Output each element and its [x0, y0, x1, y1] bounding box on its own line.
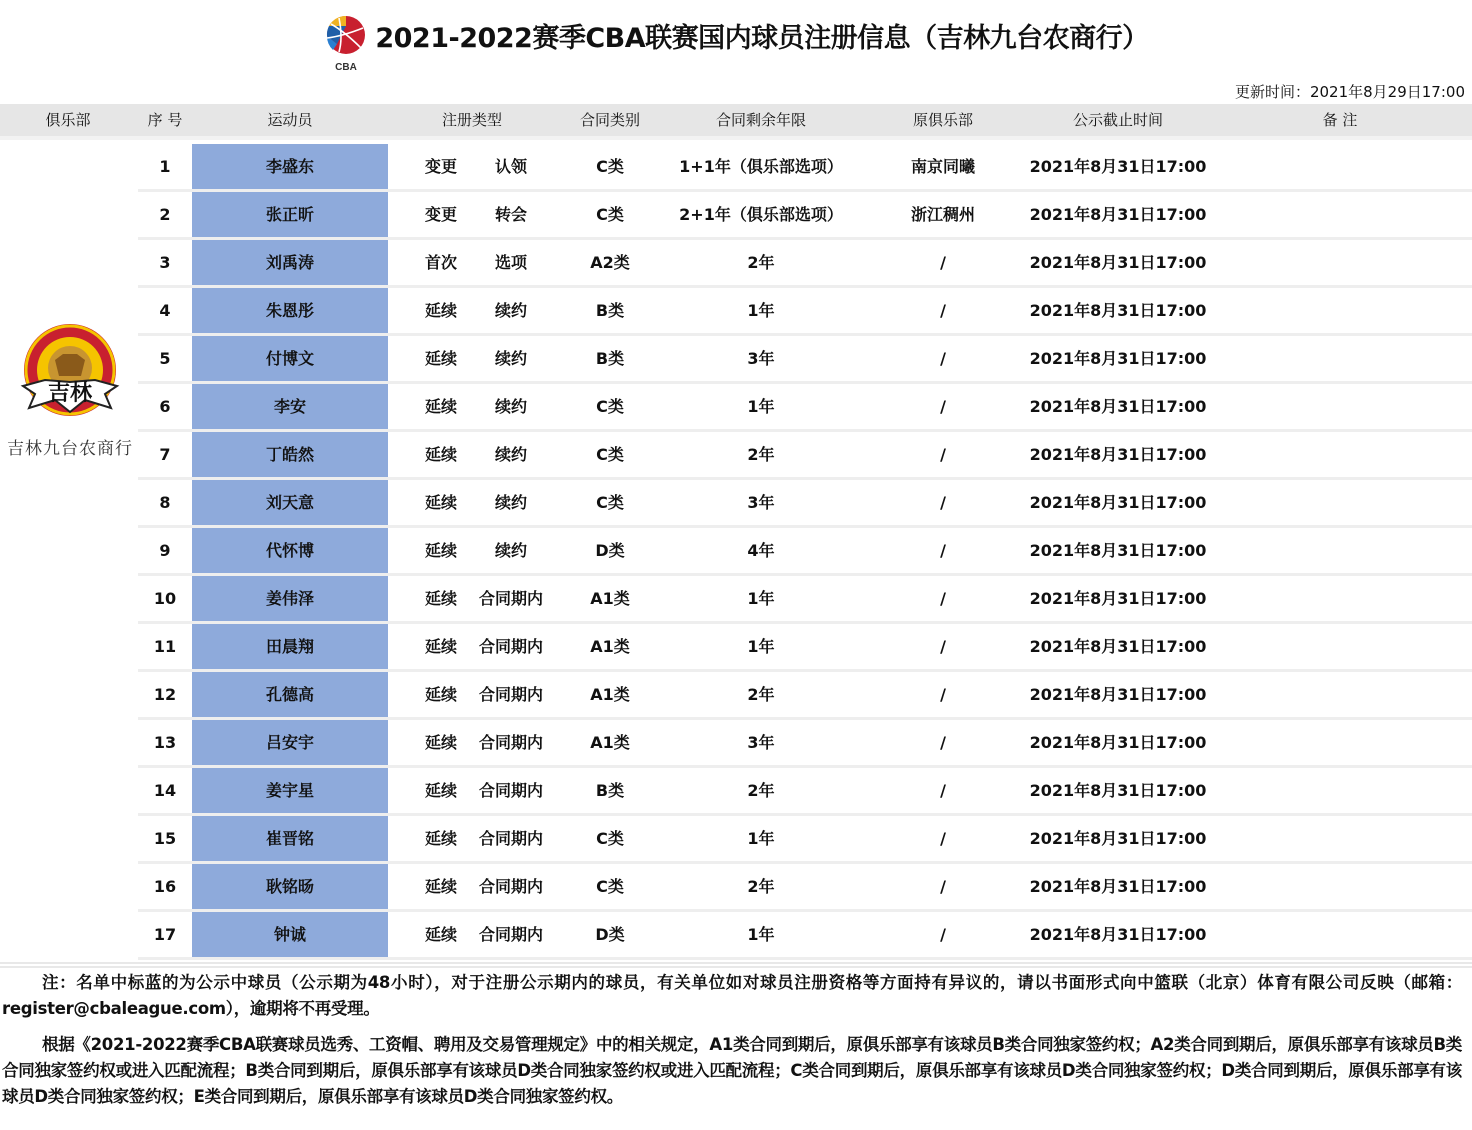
reg-type-secondary: 续约: [494, 541, 527, 560]
deadline: 2021年8月31日17:00: [1029, 157, 1207, 176]
reg-type-secondary: 续约: [494, 349, 527, 368]
reg-type-primary: 变更: [424, 157, 457, 176]
years-left: 1年: [747, 925, 775, 944]
contract-type: B类: [595, 349, 625, 368]
original-club: /: [940, 301, 946, 320]
reg-type-primary: 延续: [424, 445, 457, 464]
table-row: [138, 672, 1472, 720]
deadline: 2021年8月31日17:00: [1029, 349, 1207, 368]
player-name: 朱恩彤: [192, 288, 388, 333]
reg-type-secondary: 合同期内: [478, 685, 543, 704]
deadline: 2021年8月31日17:00: [1029, 205, 1207, 224]
remark: [1238, 720, 1472, 765]
reg-type-primary: 延续: [424, 781, 457, 800]
reg-type-primary: 延续: [424, 877, 457, 896]
column-header-club: 俱乐部: [45, 111, 91, 129]
player-name: 姜宇星: [192, 768, 388, 813]
update-time: 更新时间：2021年8月29日17:00: [1234, 83, 1465, 101]
deadline: 2021年8月31日17:00: [1029, 637, 1207, 656]
row-number: 17: [153, 925, 177, 944]
years-left: 3年: [747, 349, 775, 368]
original-club: /: [940, 397, 946, 416]
reg-type-primary: 首次: [424, 253, 457, 272]
reg-type-secondary: 续约: [494, 493, 527, 512]
remark: [1238, 672, 1472, 717]
remark: [1238, 528, 1472, 573]
player-name: 孔德高: [192, 672, 388, 717]
table-row: [138, 816, 1472, 864]
column-header-num: 序 号: [147, 111, 183, 129]
reg-type-secondary: 续约: [494, 301, 527, 320]
row-number: 15: [153, 829, 177, 848]
deadline: 2021年8月31日17:00: [1029, 877, 1207, 896]
years-left: 1年: [747, 301, 775, 320]
contract-type: C类: [596, 877, 624, 896]
table-row: [138, 288, 1472, 336]
deadline: 2021年8月31日17:00: [1029, 925, 1207, 944]
original-club: /: [940, 781, 946, 800]
player-name: 刘禹涛: [192, 240, 388, 285]
note-contract-rules: 根据《2021-2022赛季CBA联赛球员选秀、工资帽、聘用及交易管理规定》中的相关规定，A1类合同到期后，原俱乐部享有该球员B类合同独家签约权；A2类合同到期后，原俱乐部享有该球员B类合同独家签约权或进入匹配流程；B类合同到期后，原俱乐部享有该球员D类合同独家签约权或进入匹配流程；C类合同到期后，原俱乐部享有该球员D类合同独家签约权；D类合同到期后，原俱乐部享有该球员D类合同独家签约权；E类合同到期后，原俱乐部享有该球员D类合同独家签约权。: [2, 1035, 1462, 1106]
remark: [1238, 624, 1472, 669]
column-header-orig-club: 原俱乐部: [912, 111, 973, 129]
original-club: /: [940, 877, 946, 896]
deadline: 2021年8月31日17:00: [1029, 733, 1207, 752]
player-name: 钟诚: [192, 912, 388, 957]
remark: [1238, 768, 1472, 813]
reg-type-primary: 延续: [424, 925, 457, 944]
deadline: 2021年8月31日17:00: [1029, 541, 1207, 560]
contract-type: A1类: [590, 733, 630, 752]
row-number: 6: [159, 397, 171, 416]
table-header: [0, 104, 1472, 140]
reg-type-secondary: 合同期内: [478, 733, 543, 752]
deadline: 2021年8月31日17:00: [1029, 781, 1207, 800]
player-name: 付博文: [192, 336, 388, 381]
reg-type-primary: 延续: [424, 637, 457, 656]
row-number: 11: [153, 637, 177, 656]
svg-text:吉林: 吉林: [47, 381, 93, 406]
reg-type-primary: 延续: [424, 829, 457, 848]
contract-type: A1类: [590, 589, 630, 608]
remark: [1238, 816, 1472, 861]
deadline: 2021年8月31日17:00: [1029, 445, 1207, 464]
club-cell: [0, 320, 140, 459]
years-left: 1年: [747, 829, 775, 848]
years-left: 3年: [747, 733, 775, 752]
table-row: [138, 624, 1472, 672]
years-left: 2年: [747, 685, 775, 704]
player-name: 吕安宇: [192, 720, 388, 765]
row-number: 8: [159, 493, 171, 512]
original-club: 浙江稠州: [910, 205, 975, 224]
contract-type: A2类: [590, 253, 630, 272]
contract-type: C类: [596, 493, 624, 512]
years-left: 2年: [747, 253, 775, 272]
years-left: 2年: [747, 781, 775, 800]
table-row: [138, 768, 1472, 816]
table-row: [138, 528, 1472, 576]
table-row: [138, 384, 1472, 432]
table-row: [138, 912, 1472, 960]
reg-type-primary: 延续: [424, 589, 457, 608]
remark: [1238, 192, 1472, 237]
note-publicity: 注：名单中标蓝的为公示中球员（公示期为48小时），对于注册公示期内的球员，有关单位如对球员注册资格等方面持有异议的，请以书面形式向中篮联（北京）体育有限公司反映（邮箱：register@cbaleague.com），逾期将不再受理。: [2, 973, 1462, 1018]
club-name: 吉林九台农商行: [7, 439, 133, 459]
reg-type-primary: 延续: [424, 349, 457, 368]
deadline: 2021年8月31日17:00: [1029, 829, 1207, 848]
page-title: 2021-2022赛季CBA联赛国内球员注册信息（吉林九台农商行）: [375, 23, 1149, 54]
original-club: /: [940, 541, 946, 560]
original-club: 南京同曦: [910, 157, 975, 176]
remark: [1238, 240, 1472, 285]
table-row: [138, 480, 1472, 528]
row-number: 13: [153, 733, 177, 752]
original-club: /: [940, 925, 946, 944]
original-club: /: [940, 637, 946, 656]
table-row: [138, 240, 1472, 288]
row-number: 10: [153, 589, 177, 608]
table-row: [138, 192, 1472, 240]
svg-text:CBA: CBA: [335, 62, 358, 73]
reg-type-secondary: 合同期内: [478, 925, 543, 944]
original-club: /: [940, 445, 946, 464]
deadline: 2021年8月31日17:00: [1029, 253, 1207, 272]
original-club: /: [940, 493, 946, 512]
remark: [1238, 432, 1472, 477]
years-left: 4年: [747, 541, 775, 560]
contract-type: C类: [596, 445, 624, 464]
player-name: 李安: [192, 384, 388, 429]
years-left: 1年: [747, 589, 775, 608]
table-row: [138, 336, 1472, 384]
reg-type-secondary: 选项: [494, 253, 527, 272]
original-club: /: [940, 589, 946, 608]
player-name: 张正昕: [192, 192, 388, 237]
notes-section: [0, 970, 1462, 1120]
reg-type-secondary: 合同期内: [478, 877, 543, 896]
row-number: 4: [159, 301, 171, 320]
player-name: 田晨翔: [192, 624, 388, 669]
reg-type-primary: 延续: [424, 493, 457, 512]
reg-type-secondary: 认领: [494, 157, 527, 176]
original-club: /: [940, 253, 946, 272]
reg-type-secondary: 合同期内: [478, 589, 543, 608]
remark: [1238, 912, 1472, 957]
cba-logo-icon: [323, 14, 369, 74]
reg-type-primary: 延续: [424, 733, 457, 752]
column-header-player: 运动员: [267, 111, 313, 129]
table-row: [138, 864, 1472, 912]
contract-type: C类: [596, 157, 624, 176]
reg-type-primary: 延续: [424, 301, 457, 320]
column-header-reg-type: 注册类型: [441, 111, 502, 129]
row-number: 14: [153, 781, 177, 800]
remark: [1238, 384, 1472, 429]
reg-type-secondary: 续约: [494, 397, 527, 416]
remark: [1238, 576, 1472, 621]
table-row: [138, 432, 1472, 480]
contract-type: D类: [595, 925, 625, 944]
contract-type: A1类: [590, 685, 630, 704]
deadline: 2021年8月31日17:00: [1029, 397, 1207, 416]
reg-type-secondary: 合同期内: [478, 829, 543, 848]
years-left: 2年: [747, 877, 775, 896]
jilin-tigers-logo-icon: [15, 320, 125, 430]
original-club: /: [940, 685, 946, 704]
player-name: 丁皓然: [192, 432, 388, 477]
row-number: 3: [159, 253, 171, 272]
reg-type-primary: 延续: [424, 685, 457, 704]
contract-type: D类: [595, 541, 625, 560]
column-header-deadline: 公示截止时间: [1072, 111, 1163, 129]
original-club: /: [940, 733, 946, 752]
contract-type: B类: [595, 301, 625, 320]
row-number: 9: [159, 541, 171, 560]
years-left: 1年: [747, 637, 775, 656]
reg-type-primary: 变更: [424, 205, 457, 224]
original-club: /: [940, 349, 946, 368]
row-number: 16: [153, 877, 177, 896]
reg-type-primary: 延续: [424, 541, 457, 560]
column-header-remark: 备 注: [1322, 111, 1358, 129]
remark: [1238, 144, 1472, 189]
years-left: 3年: [747, 493, 775, 512]
deadline: 2021年8月31日17:00: [1029, 493, 1207, 512]
reg-type-secondary: 转会: [494, 205, 527, 224]
player-name: 耿铭旸: [192, 864, 388, 909]
table-row: [138, 576, 1472, 624]
player-name: 刘天意: [192, 480, 388, 525]
remark: [1238, 336, 1472, 381]
original-club: /: [940, 829, 946, 848]
row-number: 12: [153, 685, 177, 704]
reg-type-secondary: 合同期内: [478, 781, 543, 800]
years-left: 2年: [747, 445, 775, 464]
column-header-contract-type: 合同类别: [579, 111, 640, 129]
years-left: 1年: [747, 397, 775, 416]
row-number: 2: [159, 205, 171, 224]
remark: [1238, 288, 1472, 333]
player-name: 李盛东: [192, 144, 388, 189]
row-number: 1: [159, 157, 171, 176]
player-name: 代怀博: [192, 528, 388, 573]
contract-type: C类: [596, 205, 624, 224]
deadline: 2021年8月31日17:00: [1029, 301, 1207, 320]
player-name: 姜伟泽: [192, 576, 388, 621]
row-number: 5: [159, 349, 171, 368]
reg-type-primary: 延续: [424, 397, 457, 416]
remark: [1238, 480, 1472, 525]
deadline: 2021年8月31日17:00: [1029, 589, 1207, 608]
years-left: 1+1年（俱乐部选项）: [679, 157, 843, 176]
deadline: 2021年8月31日17:00: [1029, 685, 1207, 704]
player-name: 崔晋铭: [192, 816, 388, 861]
table-row: [138, 720, 1472, 768]
table-bottom-divider: [0, 962, 1472, 968]
contract-type: C类: [596, 829, 624, 848]
row-number: 7: [159, 445, 171, 464]
contract-type: B类: [595, 781, 625, 800]
table-row: [138, 144, 1472, 192]
remark: [1238, 864, 1472, 909]
contract-type: A1类: [590, 637, 630, 656]
reg-type-secondary: 续约: [494, 445, 527, 464]
column-header-years-left: 合同剩余年限: [715, 111, 806, 129]
contract-type: C类: [596, 397, 624, 416]
years-left: 2+1年（俱乐部选项）: [679, 205, 843, 224]
reg-type-secondary: 合同期内: [478, 637, 543, 656]
title-bar: [0, 14, 1472, 76]
